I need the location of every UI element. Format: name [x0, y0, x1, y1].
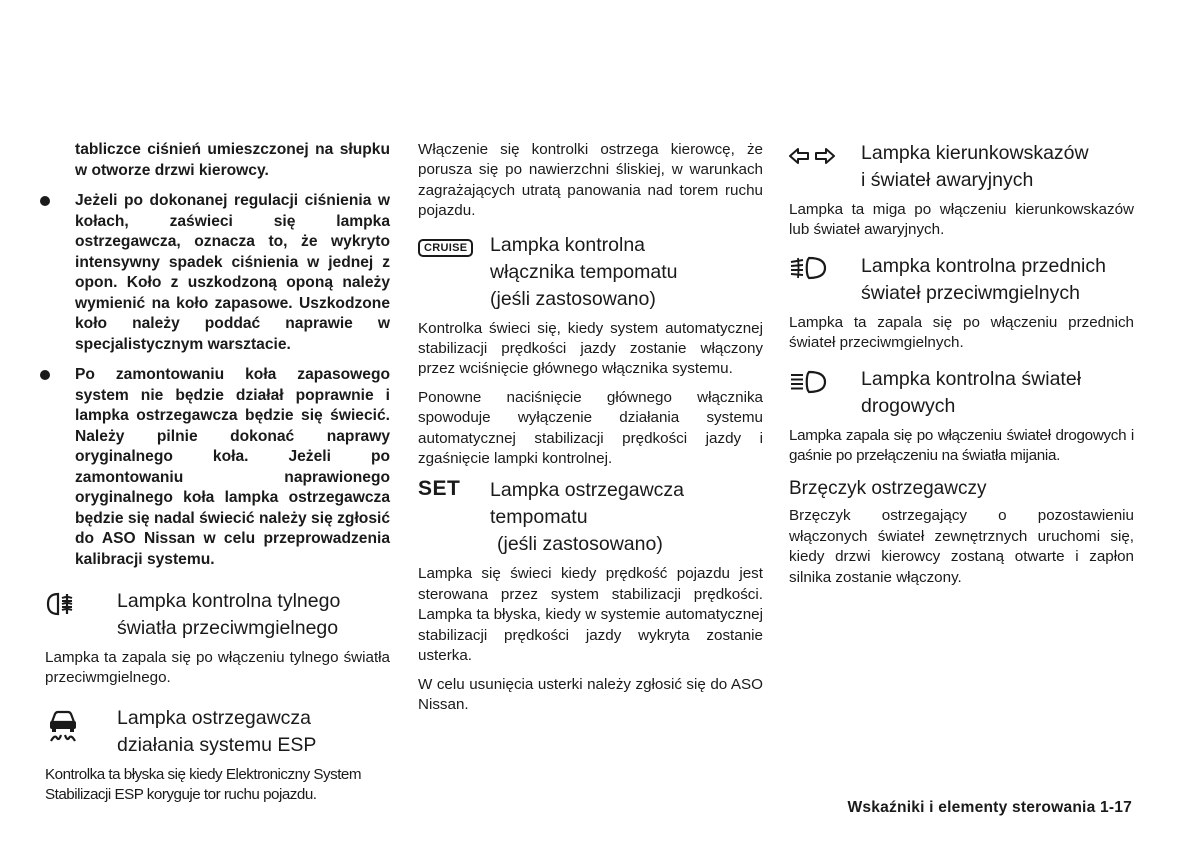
heading-line: Lampka ostrzegawcza — [490, 479, 685, 502]
section-text: Lampka ta zapala się po włączeniu przednich świateł przeciwmgielnych. — [789, 313, 1134, 352]
heading-line: Lampka kontrolna przednich — [861, 254, 1106, 277]
page-footer: Wskaźniki i elementy sterowania 1-17 — [847, 799, 1132, 816]
rear-fog-light-icon — [45, 591, 83, 622]
bullet-item — [45, 191, 390, 355]
section-heading — [490, 232, 763, 313]
section-text: Kontrolka świeci się, kiedy system automatycznej stabilizacji prędkości jazdy zostanie włączony przez wciśnięcie głównego włącznika systemu. — [418, 319, 763, 378]
bullet-text: Po zamontowaniu koła zapasowego system nie będzie działał poprawnie i lampka ostrzegawcza będzie się świecić. Należy pilnie dokonać naprawy oryginalnego koła. Jeżeli po zamontowaniu naprawionego oryginalnego koła lampka ostrzegawcza będzie się nadal świecić należy się zgłosić do ASO Nissan w celu przeprowadzenia kalibracji systemu. — [75, 366, 390, 568]
heading-line: tempomatu — [490, 506, 588, 529]
section-heading — [861, 140, 1134, 194]
section-text: W celu usunięcia usterki należy zgłosić się do ASO Nissan. — [418, 675, 763, 713]
heading-line: działania systemu ESP — [117, 733, 317, 756]
section-front-fog — [789, 253, 1134, 307]
set-label: SET — [418, 477, 461, 501]
section-rear-fog — [45, 588, 390, 642]
heading-line: światła przeciwmgielnego — [117, 617, 339, 639]
heading-line: (jeśli zastosowano) — [497, 533, 663, 556]
heading-line: drogowych — [861, 394, 956, 417]
section-cruise — [418, 232, 763, 313]
heading-line: Lampka ostrzegawcza — [117, 706, 312, 729]
section-text: Ponowne naciśnięcie głównego włącznika spowoduje wyłączenie działania systemu automatycznej stabilizacji prędkości jazdy i zgaśnięcie lampki kontrolnej. — [418, 388, 763, 468]
turn-signal-arrows-icon — [789, 147, 835, 170]
cruise-icon — [418, 238, 473, 257]
column-right — [789, 140, 1134, 588]
section-heading — [117, 588, 390, 642]
high-beam-icon — [789, 369, 829, 400]
heading-line: Lampka kontrolna tylnego — [117, 590, 341, 612]
front-fog-light-icon — [789, 255, 829, 286]
heading-line: włącznika tempomatu — [490, 260, 678, 283]
column-middle — [418, 140, 763, 715]
heading-line: i świateł awaryjnych — [861, 169, 1034, 191]
heading-line: świateł przeciwmgielnych — [861, 281, 1080, 304]
intro-text: Włączenie się kontrolki ostrzega kierowcę, że porusza się po nawierzchni śliskiej, w warunkach zagrażających utratą panowania nad torem ruchu pojazdu. — [418, 141, 763, 220]
section-heading — [861, 253, 1134, 307]
heading-line: (jeśli zastosowano) — [490, 287, 656, 310]
section-text: Lampka ta miga po włączeniu kierunkowskazów lub świateł awaryjnych. — [789, 201, 1134, 239]
section-heading — [861, 366, 1134, 420]
section-text: Lampka ta zapala się po włączeniu tylnego światła przeciwmgielnego. — [45, 649, 390, 687]
section-high-beam — [789, 366, 1134, 420]
heading-line: Lampka kontrolna świateł — [861, 367, 1082, 390]
section-turn — [789, 140, 1134, 194]
heading-line: Lampka kontrolna — [490, 233, 646, 256]
cruise-icon-label: CRUISE — [418, 239, 473, 257]
esp-skid-icon — [45, 708, 83, 747]
section-heading — [117, 705, 390, 759]
column-left — [45, 140, 390, 806]
section-set — [418, 477, 763, 558]
section-text: Kontrolka ta błyska się kiedy Elektroniczny System Stabilizacji ESP koryguje tor ruchu pojazdu. — [45, 765, 362, 804]
bullet-item — [45, 365, 390, 570]
bullet-dot — [40, 370, 50, 380]
section-heading — [490, 477, 763, 558]
heading-line: Lampka kierunkowskazów — [861, 142, 1089, 164]
section-text: Lampka zapala się po włączeniu świateł drogowych i gaśnie po przełączeniu na światła mijania. — [789, 426, 1134, 465]
intro-text: tabliczce ciśnień umieszczonej na słupku w otworze drzwi kierowcy. — [75, 141, 390, 179]
section-text: Brzęczyk ostrzegający o pozostawieniu włączonych świateł zewnętrznych uruchomi się, kiedy drzwi kierowcy zostaną otwarte i zapłon silnika zostanie włączony. — [789, 507, 1134, 586]
bullet-dot — [40, 196, 50, 206]
bullet-text: Jeżeli po dokonanej regulacji ciśnienia w kołach, zaświeci się lampka ostrzegawcza, oznacza to, że wykryto intensywny spadek ciśnienia w jednej z opon. Koło z uszkodzoną oponą należy wymienić na koło zapasowe. Uszkodzone koło należy poddać naprawie w specjalistycznym warsztacie. — [75, 192, 390, 353]
buzzer-heading: Brzęczyk ostrzegawczy — [789, 478, 987, 500]
section-esp — [45, 705, 390, 759]
section-text: Lampka się świeci kiedy prędkość pojazdu jest sterowana przez system stabilizacji prędkości. Lampka ta błyska, kiedy w systemie automatycznej stabilizacji prędkości jazdy wykryta zostanie usterka. — [418, 565, 763, 665]
